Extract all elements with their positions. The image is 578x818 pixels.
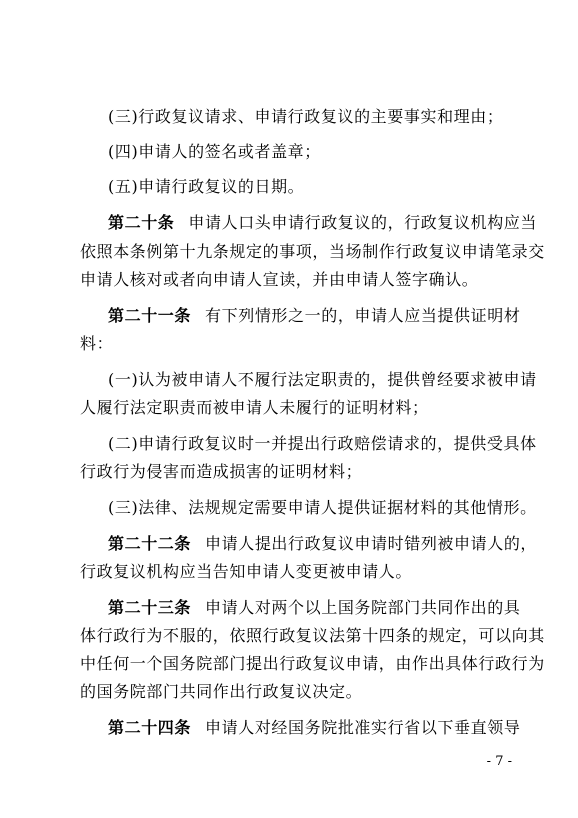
article-23-line-2: 体行政行为不服的，依照行政复议法第十四条的规定，可以向其 — [80, 626, 545, 645]
article-21-line-1: 第二十一条 有下列情形之一的，申请人应当提供证明材 — [108, 306, 521, 325]
list-item-1-line-1: (一)认为被申请人不履行法定职责的，提供曾经要求被申请 — [108, 370, 537, 389]
article-24-title: 第二十四条 — [108, 718, 192, 737]
article-20-line-3: 申请人核对或者向申请人宣读，并由申请人签字确认。 — [80, 270, 479, 289]
list-item-3b: (三)法律、法规规定需要申请人提供证据材料的其他情形。 — [108, 498, 537, 517]
article-22-line-2: 行政复议机构应当告知申请人变更被申请人。 — [80, 562, 413, 581]
article-20-title: 第二十条 — [108, 213, 175, 232]
list-item-3: (三)行政复议请求、申请行政复议的主要事实和理由； — [108, 107, 504, 126]
article-21-line-2: 料： — [80, 334, 114, 353]
article-23-line-1: 第二十三条 申请人对两个以上国务院部门共同作出的具 — [108, 598, 521, 617]
list-item-5: (五)申请行政复议的日期。 — [108, 177, 305, 196]
article-24-line-1: 第二十四条 申请人对经国务院批准实行省以下垂直领导 — [108, 718, 521, 737]
article-22-line-1: 第二十二条 申请人提出行政复议申请时错列被申请人的， — [108, 534, 538, 553]
list-item-2-line-1: (二)申请行政复议时一并提出行政赔偿请求的，提供受具体 — [108, 434, 537, 453]
article-23-line-4: 的国务院部门共同作出行政复议决定。 — [80, 682, 363, 701]
article-23-line-3: 中任何一个国务院部门提出行政复议申请，由作出具体行政行为 — [80, 654, 545, 673]
article-22-title: 第二十二条 — [108, 534, 192, 553]
article-21-title: 第二十一条 — [108, 306, 192, 325]
list-item-1-line-2: 人履行法定职责而被申请人未履行的证明材料； — [80, 398, 429, 417]
article-20-line-1: 第二十条 申请人口头申请行政复议的，行政复议机构应当 — [108, 213, 538, 232]
list-item-2-line-2: 行政行为侵害而造成损害的证明材料； — [80, 462, 363, 481]
article-23-title: 第二十三条 — [108, 598, 192, 617]
list-item-4: (四)申请人的签名或者盖章； — [108, 142, 321, 161]
page-number: - 7 - — [486, 754, 512, 769]
article-20-line-2: 依照本条例第十九条规定的事项，当场制作行政复议申请笔录交 — [80, 242, 545, 261]
